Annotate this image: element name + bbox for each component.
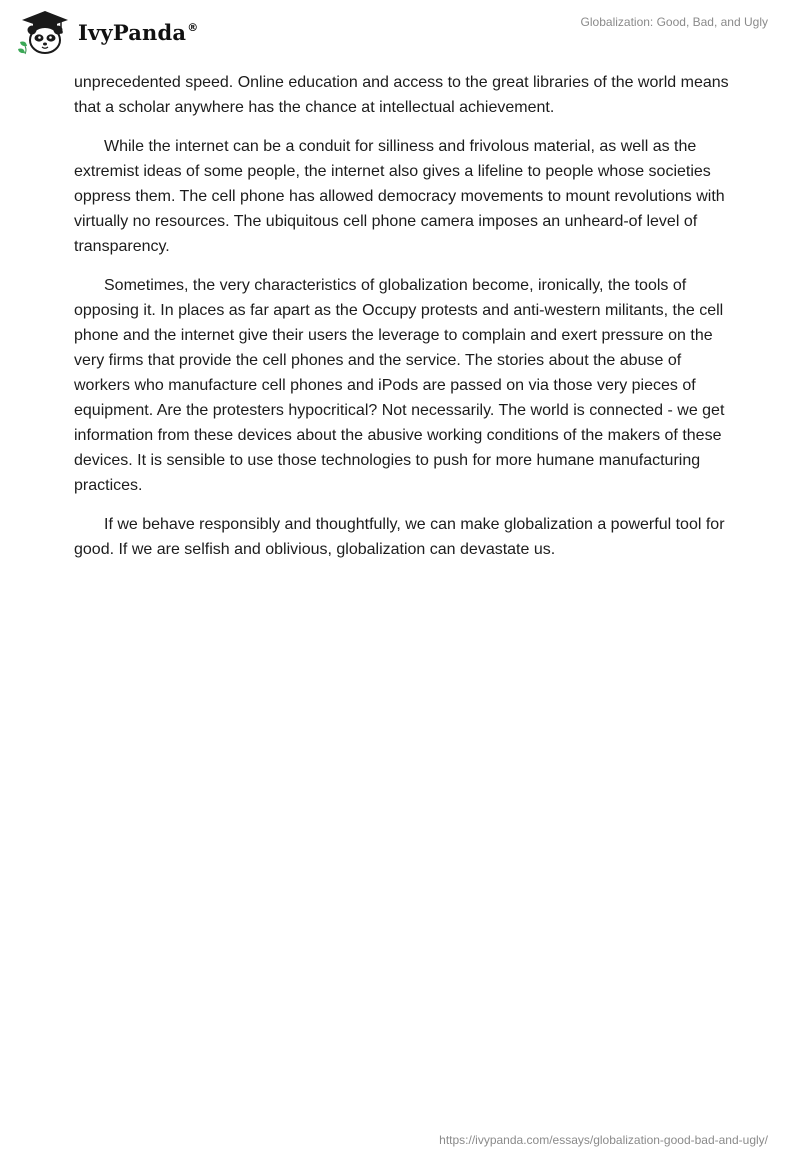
panda-graduate-icon xyxy=(14,8,76,58)
ivypanda-logo[interactable] xyxy=(14,8,198,58)
page-header xyxy=(0,0,800,70)
paragraph: If we behave responsibly and thoughtfully, we can make globalization a powerful tool for good. If we are selfish and oblivious, globalization can devastate us. xyxy=(74,516,725,558)
paragraph-continuation: unprecedented speed. Online education and access to the great libraries of the world means that a scholar anywhere has the chance at intellectual achievement. xyxy=(74,74,729,116)
source-url[interactable]: https://ivypanda.com/essays/globalization-good-bad-and-ugly/ xyxy=(439,1133,768,1147)
registered-mark: ® xyxy=(187,20,199,34)
paragraph: Sometimes, the very characteristics of globalization become, ironically, the tools of opposing it. In places as far apart as the Occupy protests and anti-western militants, the cell phone and the internet give their users the leverage to complain and exert pressure on the very firms that provide the cell phones and the service. The stories about the abuse of workers who manufacture cell phones and iPods are passed on via those very pieces of equipment. Are the protesters hypocritical? Not necessarily. The world is connected - we get information from these devices about the abusive working conditions of the makers of these devices. It is sensible to use those technologies to push for more humane manufacturing practices. xyxy=(74,277,725,494)
essay-body xyxy=(74,70,734,576)
document-title: Globalization: Good, Bad, and Ugly xyxy=(580,15,768,29)
brand-name: IvyPanda® xyxy=(78,19,199,45)
paragraph: While the internet can be a conduit for silliness and frivolous material, as well as the extremist ideas of some people, the internet also gives a lifeline to people whose societies oppress them. The cell phone has allowed democracy movements to mount revolutions with virtually no resources. The ubiquitous cell phone camera imposes an unheard-of level of transparency. xyxy=(74,138,725,255)
